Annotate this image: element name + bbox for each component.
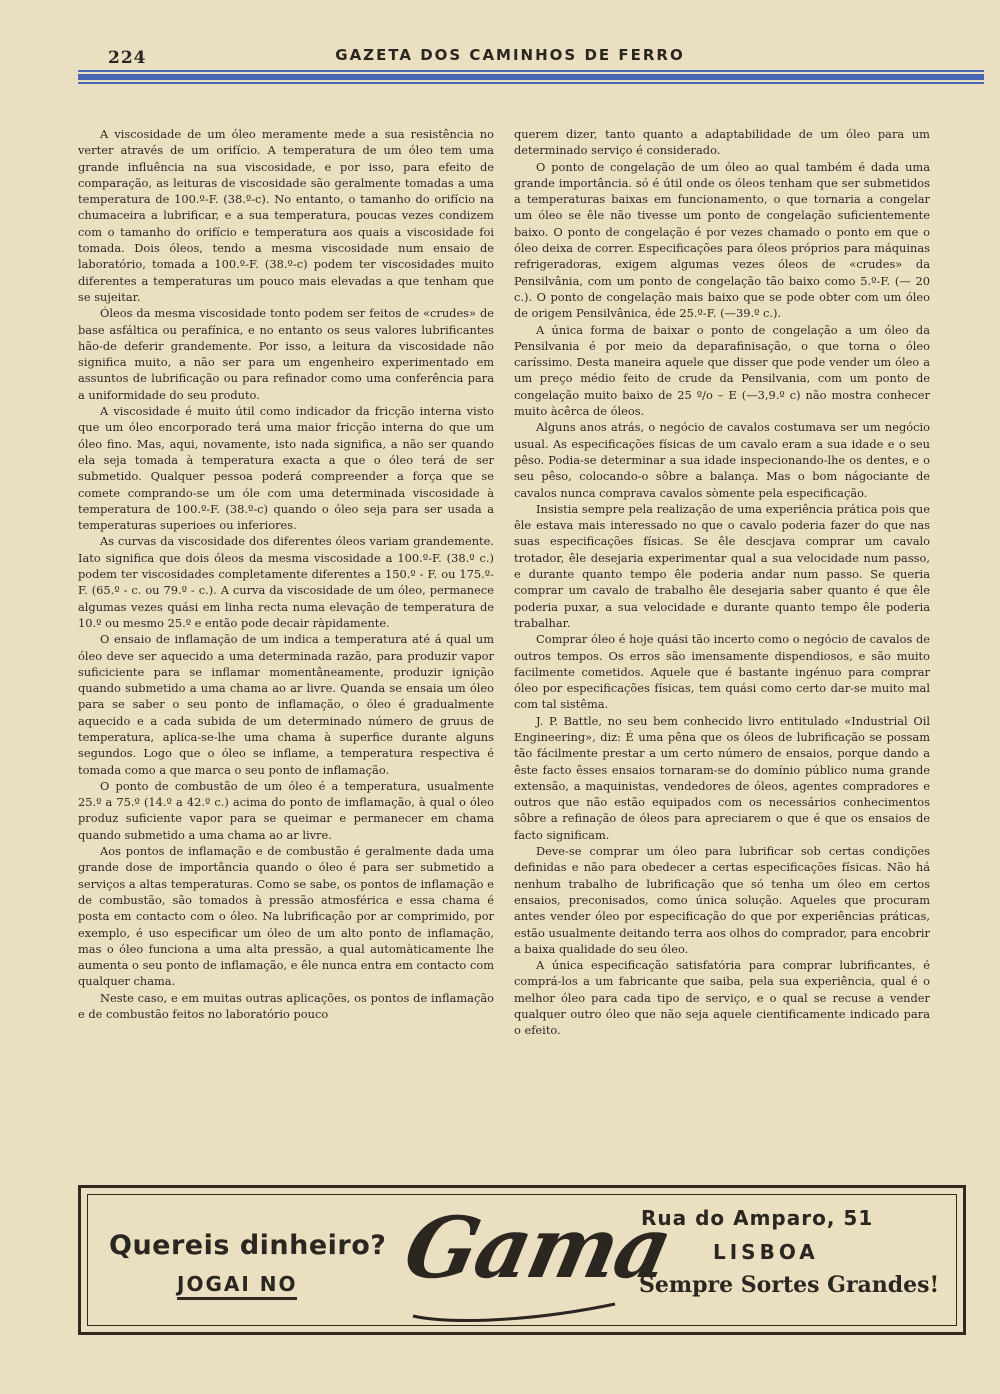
ad-headline: Quereis dinheiro? bbox=[109, 1230, 387, 1261]
header-rule-top-line bbox=[78, 70, 984, 72]
paragraph: A viscosidade de um óleo meramente mede a sua resistência no verter através de um orifício. A temperatura de um óleo tem uma grande influência na sua viscosidade, e por isso, para efeito de comparação, as leituras de viscosidade são geralmente tomadas a uma temperatura de 100.º-F. (38.º-c). No entanto, o tamanho do orifício na chumaceira a lubrificar, e a sua temperatura, poucas vezes condizem com o tamanho do orifício e temperatura aos quais a viscosidade foi tomada. Dois óleos, tendo a mesma viscosidade num ensaio de laboratório, tomada a 100.º-F. (38.º-c) podem ter viscosidades muito diferentes a temperaturas um pouco mais elevadas a que tenham que se sujeitar. bbox=[78, 127, 494, 304]
ad-address: Rua do Amparo, 51 bbox=[641, 1206, 874, 1230]
paragraph: Óleos da mesma viscosidade tonto podem ser feitos de «crudes» de base asfáltica ou perafínica, e no entanto os seus valores lubrificantes hão-de deferir grandemente. Por isso, a leitura da viscosidade não significa muito, a não ser para um engenheiro experimentado em assuntos de lubrificação ou para refinador como uma conferência para a uniformidade do seu produto. bbox=[78, 306, 494, 402]
paragraph: A única forma de baixar o ponto de congelação a um óleo da Pensilvania é por meio da deparafinisação, o que torna o óleo caríssimo. Desta maneira aquele que disser que pode vender um óleo a um preço médio feito de crude da Pensilvania, com um ponto de congelação muito baixo de 25 º/o – E (—3,9.º c) não mostra conhecer muito àcêrca de óleos. bbox=[514, 322, 930, 419]
paragraph: O ensaio de inflamação de um indica a temperatura até á qual um óleo deve ser aquecido a uma determinada razão, para produzir vapor suficiciente para se inflamar momentâneamente, produzir ignição quando submetido a uma chama ao ar livre. Quanda se ensaia um óleo para se saber o seu ponto de inflamação, o óleo é gradualmente aquecido e a cada subida de um determinado número de gruus de temperatura, aplica-se-lhe uma chama à superfice durante alguns segundos. Logo que o óleo se inflame, a temperatura respectiva é tomada como a que marca o seu ponto de inflamação. bbox=[78, 632, 494, 777]
right-column bbox=[514, 126, 930, 1039]
ad-brand-logo: Gama bbox=[396, 1198, 680, 1297]
header-rule bbox=[78, 70, 984, 86]
paragraph: A única especificação satisfatória para comprar lubrificantes, é comprá-los a um fabricante que saiba, pela sua experiência, qual é o melhor óleo para cada tipo de serviço, e o qual se recuse a vender qualquer outro óleo que não seja aquele cientificamente indicado para o efeito. bbox=[514, 958, 930, 1038]
header-rule-thick-line bbox=[78, 74, 984, 80]
paragraph: J. P. Battle, no seu bem conhecido livro entitulado «Industrial Oil Engineering», diz: É uma pêna que os óleos de lubrificação se possam tão fácilmente prestar a um certo número de ensaios, porque dando a êste facto êsses ensaios tornaram-se do domínio público numa grande extensão, a maquinistas, vendedores de óleos, agentes compradores e outros que não estão equipados com os necessários conhecimentos sôbre a refinação de óleos para apreciarem o que é que os ensaios de facto significam. bbox=[514, 713, 930, 842]
ad-subline: JOGAI NO bbox=[177, 1272, 297, 1300]
paragraph: Comprar óleo é hoje quási tão incerto como o negócio de cavalos de outros tempos. Os erros são imensamente dispendiosos, e são muito facilmente cometidos. Aquele que é bastante ingénuo para comprar óleo por especificações físicas, tem quási como certo dar-se muito mal com tal sistêma. bbox=[514, 632, 930, 712]
paragraph: Deve-se comprar um óleo para lubrificar sob certas condições definidas e não para obedecer a certas especificações físicas. Não há nenhum trabalho de lubrificação que só tenha um óleo em certos ensaios, preconisados, como única solução. Aqueles que procuram antes vender óleo por especificação do que por experiências práticas, estão usualmente deitando terra aos olhos do comprador, para encobrir a baixa qualidade do seu óleo. bbox=[514, 844, 930, 956]
paragraph: Insistia sempre pela realização de uma experiência prática pois que êle estava mais interessado no que o cavalo poderia fazer do que nas suas especificações físicas. Se êle descjava comprar um cavalo trotador, êle desejaria experimentar qual a sua velocidade num passo, e durante quanto tempo êle poderia andar num passo. Se queria comprar um cavalo de trabalho êle desejaria saber quanto é que êle poderia puxar, a sua velocidade e durante quanto tempo êle poderia trabalhar. bbox=[514, 501, 930, 630]
running-head-title: GAZETA DOS CAMINHOS DE FERRO bbox=[335, 46, 685, 64]
paragraph-continued: querem dizer, tanto quanto a adaptabilidade de um óleo para um determinado serviço é considerado. bbox=[514, 127, 930, 158]
left-column bbox=[78, 126, 494, 1022]
page-number: 224 bbox=[108, 48, 147, 68]
paragraph: O ponto de congelação de um óleo ao qual também é dada uma grande importância. só é útil onde os óleos tenham que ser submetidos a temperaturas baixas em funcionamento, o que tornaria a congelar um óleo se êle não tivesse um ponto de congelação suficientemente baixo. O ponto de congelação é por vezes chamado o ponto em que o óleo deixa de correr. Especificações para óleos próprios para máquinas refrigeradoras, exigem algumas vezes óleos de «crudes» da Pensilvânia, com um ponto de congelação tão baixo como 5.º-F. (— 20 c.). O ponto de congelação mais baixo que se pode obter com um óleo de origem Pensilvânica, éde 25.º-F. (—39.º c.). bbox=[514, 159, 930, 321]
logo-swash-icon bbox=[409, 1298, 619, 1324]
paragraph: Neste caso, e em muitas outras aplicações, os pontos de inflamação e de combustão feitos no laboratório pouco bbox=[78, 990, 494, 1022]
paragraph: Aos pontos de inflamação e de combustão é geralmente dada uma grande dose de importância quando o óleo é para ser submetido a serviços a altas temperaturas. Como se sabe, os pontos de inflamação e de combustão, são tomados à pressão atmosférica e essa chama é posta em contacto com o óleo. Na lubrificação por ar comprimido, por exemplo, é uso especificar um óleo de um alto ponto de inflamação, mas o óleo funciona a uma alta pressão, a qual automàticamente lhe aumenta o seu ponto de inflamação, e êle nunca entra em contacto com qualquer chama. bbox=[78, 844, 494, 989]
ad-city: LISBOA bbox=[713, 1240, 819, 1264]
paragraph: As curvas da viscosidade dos diferentes óleos variam grandemente. Iato significa que dois óleos da mesma viscosidade a 100.º-F. (38.º c.) podem ter viscosidades completamente diferentes a 150.º - F. ou 175.º- F. (65.º - c. ou 79.º - c.). A curva da viscosidade de um óleo, permanece algumas vezes quási em linha recta numa elevação de temperatura de 10.º ou mesmo 25.º e então pode decair ràpidamente. bbox=[78, 534, 494, 630]
paragraph: Alguns anos atrás, o negócio de cavalos costumava ser um negócio usual. As especificações físicas de um cavalo eram a sua idade e o seu pêso. Podia-se determinar a sua idade inspecionando-lhe os dentes, e o seu pêso, colocando-o sôbre a balança. Mas o bom nágociante de cavalos nunca comprava cavalos sòmente pela especificação. bbox=[514, 420, 930, 500]
advertisement-box bbox=[78, 1185, 966, 1335]
paragraph: O ponto de combustão de um óleo é a temperatura, usualmente 25.º a 75.º (14.º a 42.º c.) acima do ponto de imflamação, à qual o óleo produz suficiente vapor para se queimar e permanecer em chama quando submetido a uma chama ao ar livre. bbox=[78, 778, 494, 842]
header-rule-bottom-line bbox=[78, 82, 984, 84]
ad-slogan: Sempre Sortes Grandes! bbox=[639, 1272, 940, 1298]
paragraph: A viscosidade é muito útil como indicador da fricção interna visto que um óleo encorporado terá uma maior fricção interna do que um óleo fino. Mas, aqui, novamente, isto nada significa, a não ser quando ela seja tomada à temperatura exacta a que o óleo terá de ser submetido. Qualquer pessoa poderá compreender a força que se comete comprando-se um óle com uma determinada viscosidade à temperatura de 100.º-F. (38.º-c) quando o óleo seja para ser usada a temperaturas superioes ou inferiores. bbox=[78, 404, 494, 533]
